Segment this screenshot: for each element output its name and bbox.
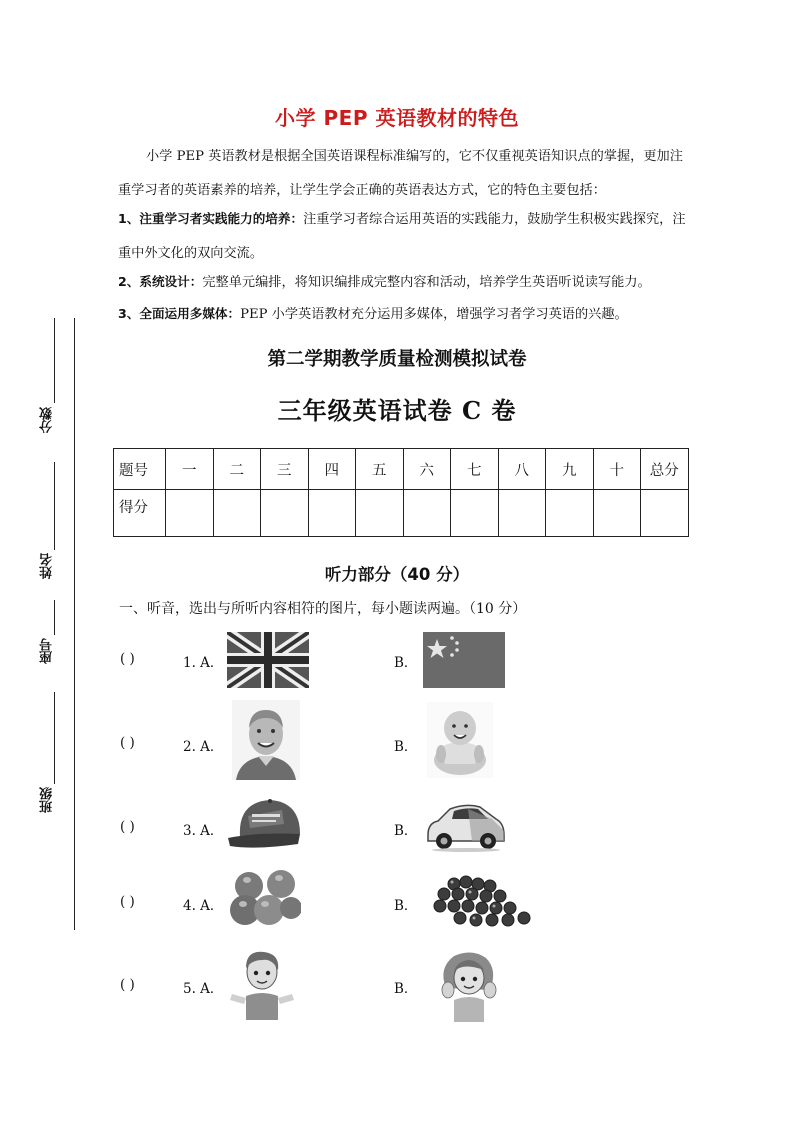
feature-3-heading: 3、全面运用多媒体： [118, 306, 241, 321]
feature-2-heading: 2、系统设计： [118, 274, 203, 289]
sidebar-score-label: 分数 [40, 407, 55, 433]
score-table-cell: 八 [498, 449, 546, 490]
score-table-cell: 三 [261, 449, 309, 490]
score-input-cell[interactable] [166, 490, 214, 537]
grapes-photo[interactable] [430, 870, 534, 930]
feature-1-body: 注重学习者综合运用英语的实践能力，鼓励学生积极实践探究，注重中外文化的双向交流。 [118, 212, 686, 261]
uk-flag-icon[interactable] [227, 632, 309, 688]
answer-blank[interactable]: ( ) [120, 735, 135, 751]
score-table [113, 448, 689, 537]
feature-2-body: 完整单元编排，将知识编排成完整内容和活动，培养学生英语听说读写能力。 [202, 275, 651, 290]
exam-subtitle: 三年级英语试卷 C 卷 [277, 396, 517, 425]
score-table-cell: 六 [403, 449, 451, 490]
feature-3-body: PEP 小学英语教材充分运用多媒体，增强学习者学习英语的兴趣。 [240, 307, 628, 322]
feature-2 [118, 265, 690, 300]
score-row-label: 得分 [114, 490, 166, 537]
intro-title: 小学 PEP 英语教材的特色 [275, 106, 519, 130]
answer-blank[interactable]: ( ) [120, 894, 135, 910]
feature-1-heading: 1、注重学习者实践能力的培养： [118, 211, 304, 226]
sidebar-name-label: 姓名 [40, 553, 55, 579]
china-flag-icon[interactable] [423, 632, 505, 688]
intro-paragraph: 小学 PEP 英语教材是根据全国英语课程标准编写的，它不仅重视英语知识点的掌握，更加注重学习者的英语素养的培养，让学生学会正确的英语表达方式，它的特色主要包括： [118, 149, 683, 198]
option-b-label: B． [394, 739, 418, 755]
score-table-cell: 四 [308, 449, 356, 490]
question-number: 5. A． [183, 981, 224, 997]
score-table-cell: 总分 [641, 449, 689, 490]
score-table-header-row [114, 449, 689, 490]
question-number: 2. A． [183, 739, 224, 755]
listening-section-title: 听力部分（40 分） [324, 565, 470, 584]
score-table-cell: 二 [213, 449, 261, 490]
option-b-label: B． [394, 655, 418, 671]
option-b-label: B． [394, 823, 418, 839]
score-table-cell: 五 [356, 449, 404, 490]
option-b-label: B． [394, 981, 418, 997]
binding-line [74, 318, 75, 930]
exam-title: 第二学期教学质量检测模拟试卷 [267, 349, 527, 370]
score-input-cell[interactable] [498, 490, 546, 537]
answer-blank[interactable]: ( ) [120, 819, 135, 835]
score-input-cell[interactable] [451, 490, 499, 537]
score-table-cell: 题号 [114, 449, 166, 490]
answer-blank[interactable]: ( ) [120, 977, 135, 993]
option-b-label: B． [394, 898, 418, 914]
score-table-cell: 一 [166, 449, 214, 490]
score-underline [54, 318, 55, 403]
car-photo[interactable] [424, 797, 508, 853]
seat-underline [54, 600, 55, 635]
feature-1 [118, 202, 690, 271]
apples-photo[interactable] [229, 868, 301, 928]
score-table-score-row [114, 490, 689, 537]
score-input-cell[interactable] [546, 490, 594, 537]
listening-instruction: 一、听音，选出与所听内容相符的图片，每小题读两遍。（10 分） [119, 601, 527, 617]
sidebar-class-label: 班级 [40, 787, 55, 813]
question-number: 4. A． [183, 898, 224, 914]
question-number: 3. A． [183, 823, 224, 839]
score-input-cell[interactable] [593, 490, 641, 537]
score-input-cell[interactable] [308, 490, 356, 537]
score-table-cell: 九 [546, 449, 594, 490]
baby-photo[interactable] [427, 702, 493, 778]
score-input-cell[interactable] [356, 490, 404, 537]
score-input-cell[interactable] [641, 490, 689, 537]
boy-cartoon[interactable] [228, 946, 296, 1020]
score-table-cell: 七 [451, 449, 499, 490]
name-underline [54, 462, 55, 550]
feature-3 [118, 297, 690, 332]
cap-photo[interactable] [226, 794, 310, 854]
score-input-cell[interactable] [403, 490, 451, 537]
score-input-cell[interactable] [213, 490, 261, 537]
score-table-cell: 十 [593, 449, 641, 490]
question-number: 1. A． [183, 655, 224, 671]
sidebar-seat-label: 座号 [40, 638, 55, 664]
old-man-photo[interactable] [232, 700, 300, 780]
answer-blank[interactable]: ( ) [120, 651, 135, 667]
girl-cartoon[interactable] [432, 948, 506, 1022]
score-input-cell[interactable] [261, 490, 309, 537]
class-underline [54, 692, 55, 784]
